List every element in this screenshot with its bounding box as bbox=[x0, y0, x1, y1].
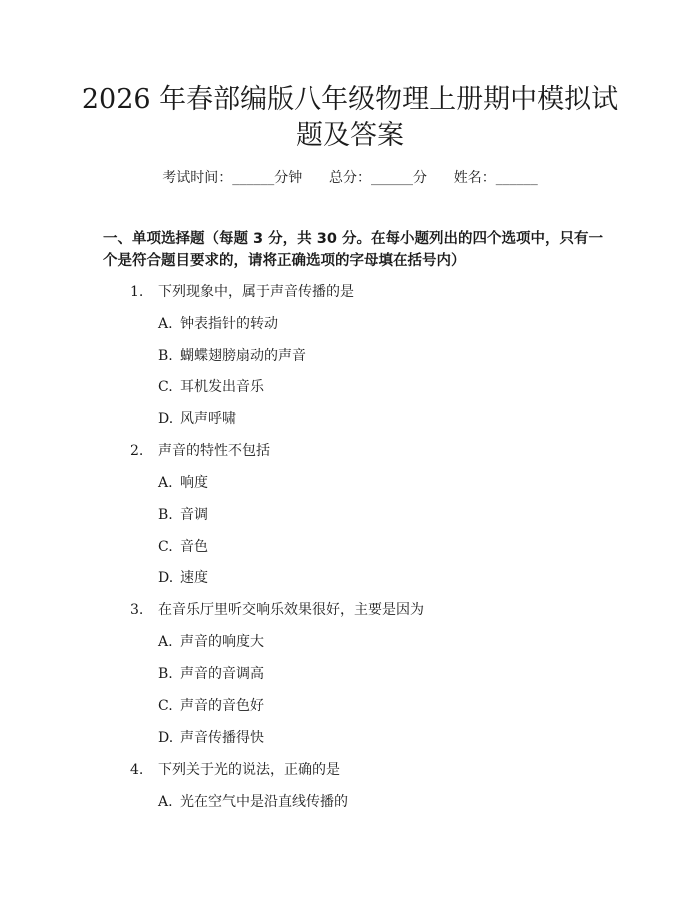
score-blank: ______ bbox=[371, 170, 413, 186]
option-text: 响度 bbox=[180, 475, 208, 491]
option-2b bbox=[158, 505, 208, 525]
section-heading-single-choice: 一、单项选择题（每题 3 分，共 30 分。在每小题列出的四个选项中，只有一个是符合题目要求的，请将正确选项的字母填在括号内） bbox=[103, 231, 603, 269]
question-1 bbox=[130, 282, 354, 302]
question-text: 在音乐厅里听交响乐效果很好，主要是因为 bbox=[158, 602, 424, 618]
question-4 bbox=[130, 760, 340, 780]
option-letter: C. bbox=[158, 698, 173, 714]
question-3 bbox=[130, 600, 424, 620]
question-2 bbox=[130, 441, 270, 461]
option-2a bbox=[158, 473, 208, 493]
question-number: 4. bbox=[130, 762, 144, 778]
name-label: 姓名： bbox=[453, 170, 496, 186]
option-text: 声音传播得快 bbox=[180, 730, 264, 746]
option-letter: A. bbox=[158, 316, 173, 332]
score-label: 总分： bbox=[329, 170, 371, 186]
option-3d bbox=[158, 728, 264, 748]
exam-title-line-1: 2026 年春部编版八年级物理上册期中模拟试 bbox=[81, 84, 619, 115]
option-3c bbox=[158, 696, 264, 716]
time-blank: ______ bbox=[232, 170, 275, 186]
option-2c bbox=[158, 537, 208, 557]
option-letter: D. bbox=[158, 570, 174, 586]
option-text: 音色 bbox=[180, 539, 208, 555]
option-text: 声音的响度大 bbox=[180, 634, 264, 650]
option-text: 光在空气中是沿直线传播的 bbox=[180, 794, 348, 810]
name-blank: ______ bbox=[495, 170, 538, 186]
question-text: 声音的特性不包括 bbox=[158, 443, 270, 459]
option-text: 风声呼啸 bbox=[180, 411, 236, 427]
option-3a bbox=[158, 632, 264, 652]
question-text: 下列现象中，属于声音传播的是 bbox=[158, 284, 354, 300]
option-text: 钟表指针的转动 bbox=[180, 316, 278, 332]
option-letter: D. bbox=[158, 411, 174, 427]
option-text: 音调 bbox=[180, 507, 208, 523]
option-3b bbox=[158, 664, 264, 684]
option-2d bbox=[158, 568, 208, 588]
time-label: 考试时间： bbox=[162, 170, 233, 186]
option-letter: B. bbox=[158, 348, 173, 364]
option-text: 声音的音色好 bbox=[180, 698, 264, 714]
option-letter: B. bbox=[158, 666, 173, 682]
option-text: 蝴蝶翅膀扇动的声音 bbox=[180, 348, 306, 364]
option-text: 速度 bbox=[180, 570, 208, 586]
option-letter: C. bbox=[158, 539, 173, 555]
exam-info-line bbox=[0, 168, 700, 188]
option-letter: C. bbox=[158, 379, 173, 395]
option-1d bbox=[158, 409, 236, 429]
question-text: 下列关于光的说法，正确的是 bbox=[158, 762, 340, 778]
option-1c bbox=[158, 377, 264, 397]
question-number: 3. bbox=[130, 602, 144, 618]
option-letter: A. bbox=[158, 634, 173, 650]
option-1a bbox=[158, 314, 278, 334]
question-number: 2. bbox=[130, 443, 144, 459]
option-1b bbox=[158, 346, 306, 366]
question-number: 1. bbox=[130, 284, 144, 300]
option-letter: A. bbox=[158, 475, 173, 491]
option-text: 耳机发出音乐 bbox=[180, 379, 264, 395]
option-letter: B. bbox=[158, 507, 173, 523]
time-unit: 分钟 bbox=[274, 170, 303, 186]
option-letter: A. bbox=[158, 794, 173, 810]
option-letter: D. bbox=[158, 730, 174, 746]
exam-title-line-2: 题及答案 bbox=[296, 120, 404, 151]
option-4a bbox=[158, 792, 348, 812]
option-text: 声音的音调高 bbox=[180, 666, 264, 682]
score-unit: 分 bbox=[413, 170, 427, 186]
